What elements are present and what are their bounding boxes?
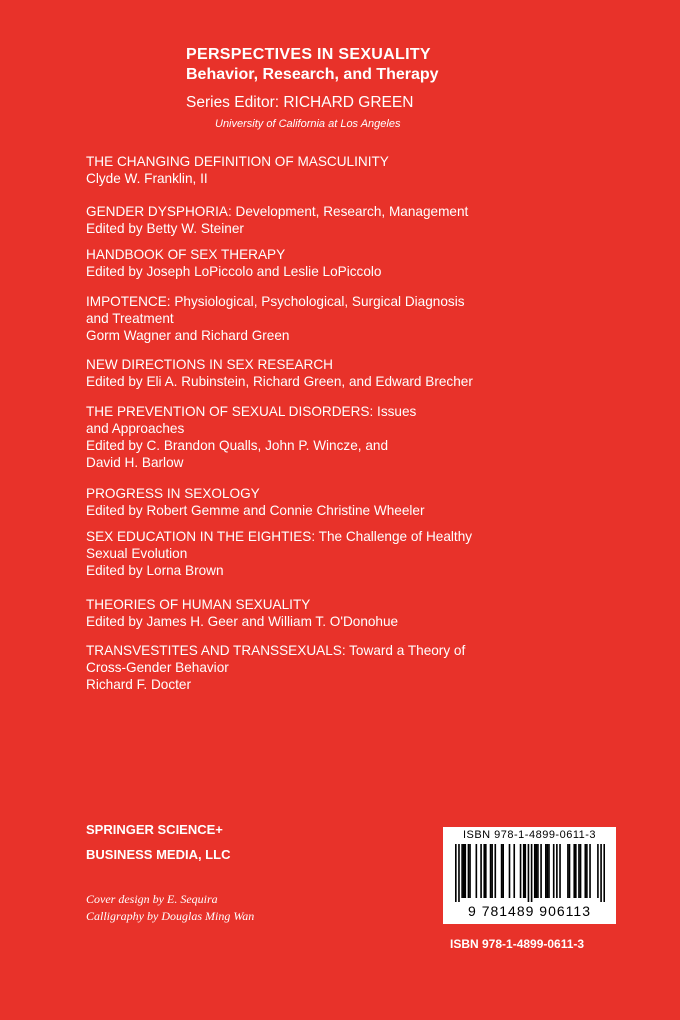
book-line: Gorm Wagner and Richard Green <box>86 328 290 343</box>
barcode-bar <box>485 844 487 898</box>
book-line: Edited by C. Brandon Qualls, John P. Wincze, and <box>86 438 389 453</box>
barcode-bar <box>455 844 457 902</box>
barcode-bar <box>476 844 478 898</box>
book-line: Cross-Gender Behavior <box>86 660 229 675</box>
barcode-label <box>443 827 616 924</box>
book-entry <box>86 596 646 630</box>
book-title: THE CHANGING DEFINITION OF MASCULINITY <box>86 154 389 169</box>
book-entry <box>86 356 646 390</box>
design-credits <box>86 891 254 925</box>
book-line: Edited by James H. Geer and William T. O'Donohue <box>86 614 399 629</box>
barcode-bar <box>509 844 511 898</box>
book-entry <box>86 246 646 280</box>
barcode-bar <box>567 844 569 898</box>
barcode-bar <box>569 844 571 898</box>
book-line: Sexual Evolution <box>86 546 188 561</box>
barcode-bar <box>559 844 561 898</box>
barcode-bar <box>520 844 522 898</box>
book-entry <box>86 403 646 471</box>
book-title: TRANSVESTITES AND TRANSSEXUALS: Toward a Theory of <box>86 643 466 658</box>
book-line: David H. Barlow <box>86 455 184 470</box>
book-line: Clyde W. Franklin, II <box>86 171 208 186</box>
barcode-bar <box>545 844 547 898</box>
book-entry <box>86 203 646 237</box>
barcode-bar <box>553 844 555 898</box>
barcode-icon <box>455 844 605 902</box>
series-editor: Series Editor: RICHARD GREEN <box>186 94 414 111</box>
book-line: Edited by Eli A. Rubinstein, Richard Green, and Edward Brecher <box>86 374 473 389</box>
barcode-bar <box>494 844 496 898</box>
barcode-bar <box>534 844 536 898</box>
series-subtitle: Behavior, Research, and Therapy <box>186 66 439 83</box>
book-line: Edited by Joseph LoPiccolo and Leslie LoPiccolo <box>86 264 382 279</box>
barcode-bar <box>458 844 460 902</box>
barcode-isbn-text: ISBN 978-1-4899-0611-3 <box>462 829 597 841</box>
book-line: and Treatment <box>86 311 174 326</box>
barcode-bar <box>547 844 549 898</box>
series-title: PERSPECTIVES IN SEXUALITY <box>186 46 431 63</box>
calligraphy-credit: Calligraphy by Douglas Ming Wan <box>86 909 255 923</box>
barcode-bar <box>501 844 503 898</box>
barcode-bar <box>528 844 530 902</box>
isbn-number: ISBN 978-1-4899-0611-3 <box>450 937 585 951</box>
barcode-bar <box>468 844 470 898</box>
barcode-bar <box>536 844 538 898</box>
book-entry <box>86 528 646 579</box>
book-entry <box>86 485 646 519</box>
publisher-line: SPRINGER SCIENCE+ <box>86 822 223 837</box>
barcode-bar <box>513 844 515 898</box>
series-editor-affiliation: University of California at Los Angeles <box>215 118 401 130</box>
barcode-bar <box>491 844 493 898</box>
barcode-bar <box>580 844 582 898</box>
barcode-bar <box>483 844 485 898</box>
barcode-bar <box>589 844 591 898</box>
barcode-bar <box>540 844 542 898</box>
publisher-line: BUSINESS MEDIA, LLC <box>86 847 231 862</box>
book-line: Edited by Robert Gemme and Connie Christine Wheeler <box>86 503 425 518</box>
barcode-digits: 9 781489 906113 <box>468 903 591 919</box>
book-line: Edited by Betty W. Steiner <box>86 221 244 236</box>
book-title: IMPOTENCE: Physiological, Psychological, Surgical Diagnosis <box>86 294 465 309</box>
book-title: THEORIES OF HUMAN SEXUALITY <box>86 597 311 612</box>
barcode-bar <box>524 844 526 898</box>
book-title: NEW DIRECTIONS IN SEX RESEARCH <box>86 357 333 372</box>
barcode-bar <box>578 844 580 898</box>
book-entry <box>86 153 646 187</box>
barcode-bar <box>584 844 586 898</box>
barcode-bar <box>502 844 504 898</box>
barcode-bar <box>603 844 605 902</box>
barcode-bar <box>469 844 471 898</box>
publisher-name <box>86 817 230 867</box>
barcode-bar <box>573 844 575 898</box>
book-entry <box>86 642 646 693</box>
barcode-bar <box>464 844 466 898</box>
book-title: THE PREVENTION OF SEXUAL DISORDERS: Issues <box>86 404 417 419</box>
barcode-bar <box>523 844 525 898</box>
barcode-bar <box>600 844 602 902</box>
book-title: GENDER DYSPHORIA: Development, Research, Management <box>86 204 469 219</box>
barcode-bar <box>548 844 550 898</box>
barcode-bar <box>463 844 465 898</box>
book-title: HANDBOOK OF SEX THERAPY <box>86 247 286 262</box>
book-entry <box>86 293 646 344</box>
book-title: PROGRESS IN SEXOLOGY <box>86 486 260 501</box>
barcode-bar <box>461 844 463 898</box>
barcode-bar <box>480 844 482 898</box>
barcode-bar <box>556 844 558 898</box>
barcode-bar <box>531 844 533 902</box>
book-line: Edited by Lorna Brown <box>86 563 224 578</box>
barcode-bar <box>586 844 588 898</box>
cover-design-credit: Cover design by E. Sequira <box>86 892 218 906</box>
barcode-bar <box>597 844 599 898</box>
book-title: SEX EDUCATION IN THE EIGHTIES: The Challenge of Healthy <box>86 529 473 544</box>
barcode-bar <box>575 844 577 898</box>
book-line: and Approaches <box>86 421 185 436</box>
book-line: Richard F. Docter <box>86 677 192 692</box>
barcode-bar <box>537 844 539 898</box>
barcode-bar <box>490 844 492 898</box>
